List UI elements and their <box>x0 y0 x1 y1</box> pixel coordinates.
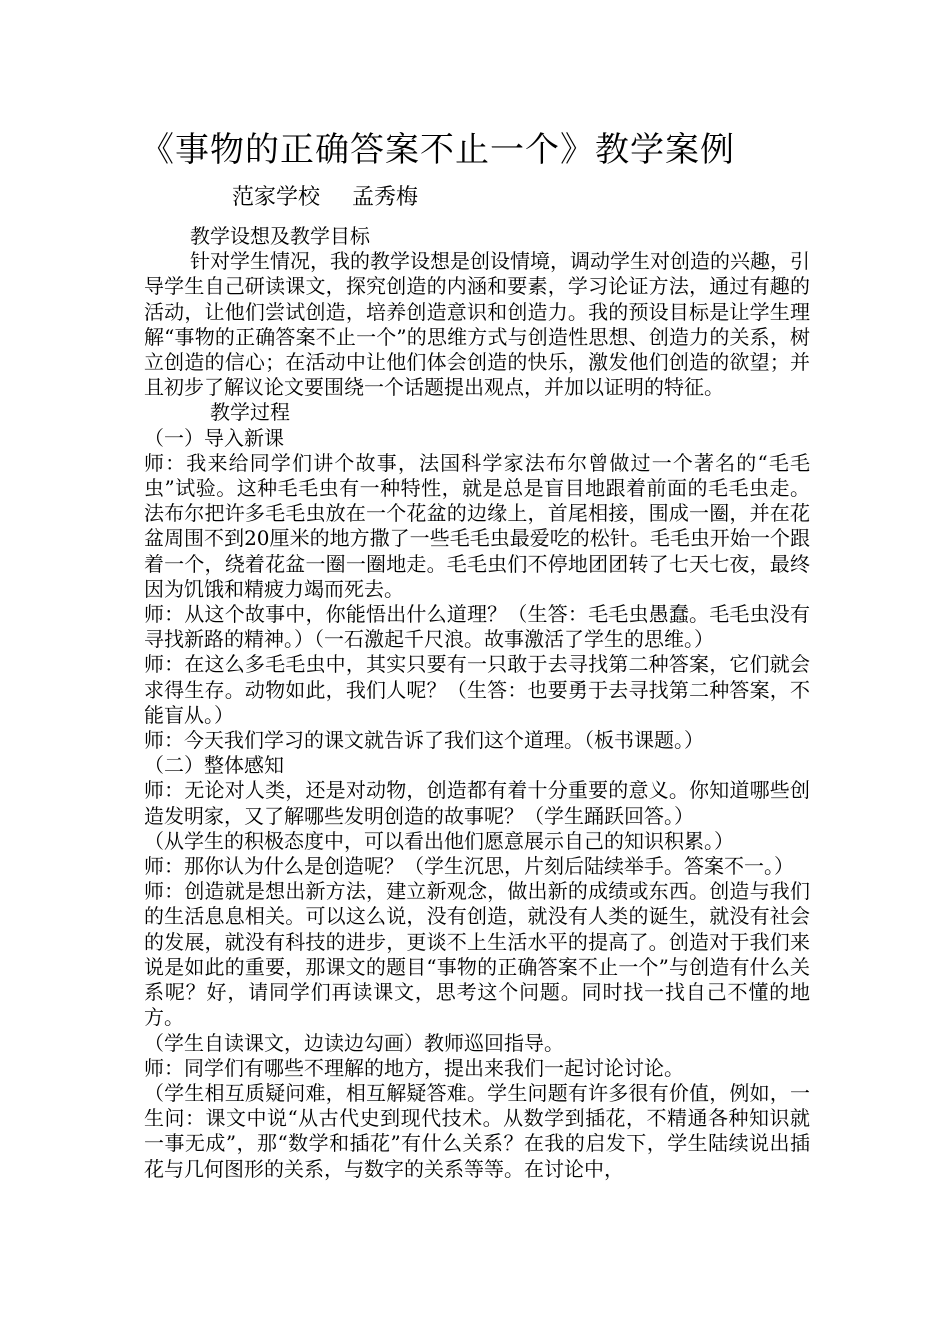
author-line <box>232 183 418 213</box>
paragraph-survival: 师：在这么多毛毛虫中，其实只要有一只敢于去寻找第二种答案，它们就会求得生存。动物如此，我们人呢？（生答：也要勇于去寻找第二种答案，不能盲从。） <box>144 652 810 727</box>
heading-process: 教学过程 <box>210 400 290 425</box>
paragraph-story: 师：我来给同学们讲个故事，法国科学家法布尔曾做过一个著名的“毛毛虫”试验。这种毛毛虫有一种特性，就是总是盲目地跟着前面的毛毛虫走。法布尔把许多毛毛虫放在一个花盆的边缘上，首尾相接，围成一圈，并在花盆周围不到20厘米的地方撒了一些毛毛虫最爱吃的松针。毛毛虫开始一个跟着一个，绕着花盆一圈一圈地走。毛毛虫们不停地团团转了七天七夜，最终因为饥饿和精疲力竭而死去。 <box>144 450 810 601</box>
paragraph-attitude: （从学生的积极态度中，可以看出他们愿意展示自己的知识积累。） <box>144 828 734 853</box>
school-name: 范家学校 <box>232 185 321 210</box>
paragraph-inventors: 师：无论对人类，还是对动物，创造都有着十分重要的意义。你知道哪些创造发明家，又了解哪些发明创造的故事呢？（学生踊跃回答。） <box>144 778 810 828</box>
section-heading-overview: （二）整体感知 <box>144 753 284 778</box>
author-name: 孟秀梅 <box>352 185 419 210</box>
document-title: 《事物的正确答案不止一个》教学案例 <box>140 130 735 170</box>
paragraph-definition: 师：创造就是想出新方法，建立新观念，做出新的成绩或东西。创造与我们的生活息息相关。可以这么说，没有创造，就没有人类的诞生，就没有社会的发展，就没有科技的进步，更谈不上生活水平的提高了。创造对于我们来说是如此的重要，那课文的题目“事物的正确答案不止一个”与创造有什么关系呢？好，请同学们再读课文，思考这个问题。同时找一找自己不懂的地方。 <box>144 879 810 1030</box>
heading-design-goals: 教学设想及教学目标 <box>190 224 370 248</box>
paragraph-discussion: 师：同学们有哪些不理解的地方，提出来我们一起讨论讨论。 <box>144 1055 684 1080</box>
paragraph-questions: （学生相互质疑问难，相互解疑答难。学生问题有许多很有价值，例如，一生问：课文中说“从古代史到现代技术。从数学到插花，不精通各种知识就一事无成”，那“数学和插花”有什么关系？在我的启发下，学生陆续说出插花与几何图形的关系，与数字的关系等等。在讨论中， <box>144 1080 810 1181</box>
document-body <box>144 224 810 1182</box>
paragraph-lesson: 师：今天我们学习的课文就告诉了我们这个道理。（板书课题。） <box>144 728 704 753</box>
paragraph-self-reading: （学生自读课文，边读边勾画）教师巡回指导。 <box>144 1030 564 1055</box>
paragraph-what-is-creation: 师：那你认为什么是创造呢？（学生沉思，片刻后陆续举手。答案不一。） <box>144 854 794 879</box>
paragraph-design: 针对学生情况，我的教学设想是创设情境，调动学生对创造的兴趣，引导学生自己研读课文，探究创造的内涵和要素，学习论证方法，通过有趣的活动，让他们尝试创造，培养创造意识和创造力。我的预设目标是让学生理解“事物的正确答案不止一个”的思维方式与创造性思想、创造力的关系，树立创造的信心；在活动中让他们体会创造的快乐，激发他们创造的欲望；并且初步了解议论文要围绕一个话题提出观点，并加以证明的特征。 <box>144 249 810 400</box>
section-heading-intro: （一）导入新课 <box>144 425 284 450</box>
paragraph-question: 师：从这个故事中，你能悟出什么道理？（生答：毛毛虫愚蠢。毛毛虫没有寻找新路的精神。）（一石激起千尺浪。故事激活了学生的思维。） <box>144 602 810 652</box>
